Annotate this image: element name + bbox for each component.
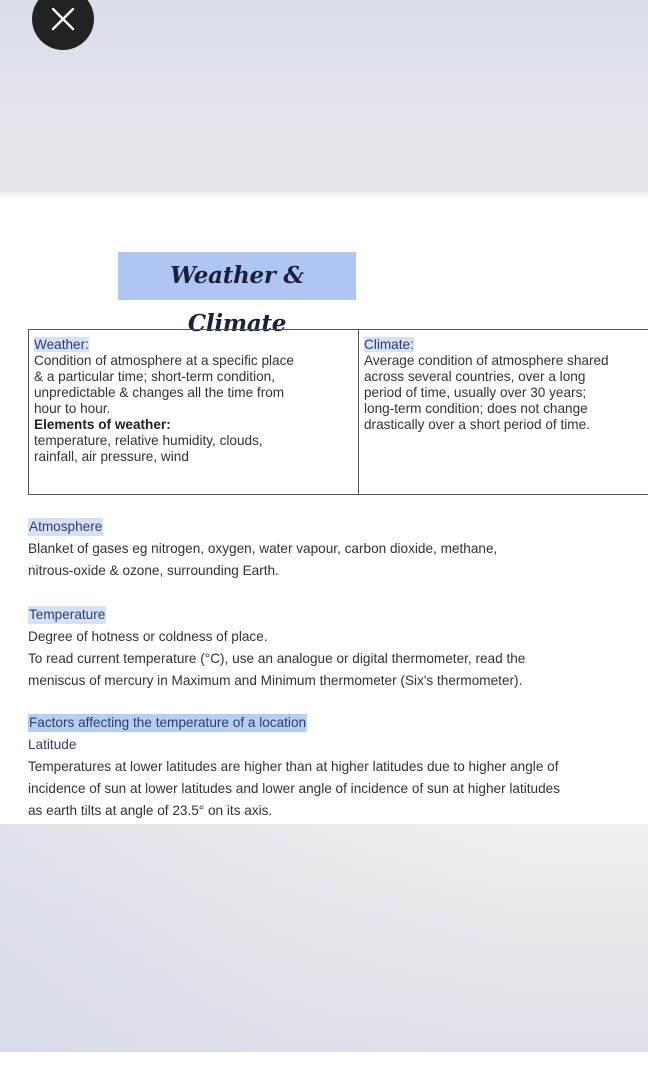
latitude-line: as earth tilts at angle of 23.5° on its axis.	[28, 803, 273, 818]
atmosphere-line: Blanket of gases eg nitrogen, oxygen, water vapour, carbon dioxide, methane,	[28, 541, 498, 556]
weather-cell	[29, 330, 359, 495]
temperature-section	[28, 604, 525, 692]
factors-heading: Factors affecting the temperature of a location	[29, 715, 307, 730]
weather-description-line: unpredictable & changes all the time from	[34, 385, 285, 400]
climate-description-line: long-term condition; does not change	[364, 401, 588, 416]
atmosphere-section	[28, 516, 497, 582]
temperature-line: meniscus of mercury in Maximum and Minimum thermometer (Six's thermometer).	[28, 673, 523, 688]
document-page	[0, 200, 648, 824]
climate-cell	[359, 330, 648, 495]
weather-description-line: & a particular time; short-term condition,	[34, 369, 276, 384]
close-icon	[50, 6, 76, 32]
title-highlight	[118, 252, 356, 337]
weather-description-line: hour to hour.	[34, 401, 111, 416]
weather-elements-line: rainfall, air pressure, wind	[34, 449, 189, 464]
photo-background-bottom	[0, 824, 648, 1052]
temperature-heading: Temperature	[29, 607, 106, 622]
viewer-bottom-margin	[0, 1052, 648, 1080]
weather-climate-table	[28, 329, 648, 495]
atmosphere-line: nitrous-oxide & ozone, surrounding Earth.	[28, 563, 279, 578]
weather-description-line: Condition of atmosphere at a specific place	[34, 353, 294, 368]
factors-section	[28, 712, 560, 822]
climate-description-line: drastically over a short period of time.	[364, 417, 590, 432]
weather-label: Weather:	[34, 337, 89, 352]
temperature-line: To read current temperature (°C), use an analogue or digital thermometer, read the	[28, 651, 526, 666]
latitude-line: Temperatures at lower latitudes are higher than at higher latitudes due to higher angle of	[28, 759, 559, 774]
climate-description-line: period of time, usually over 30 years;	[364, 385, 587, 400]
climate-description-line: across several countries, over a long	[364, 369, 586, 384]
climate-label: Climate:	[364, 337, 414, 352]
temperature-line: Degree of hotness or coldness of place.	[28, 629, 268, 644]
latitude-line: incidence of sun at lower latitudes and lower angle of incidence of sun at higher latitudes	[28, 781, 561, 796]
page-title: Weather & Climate	[170, 262, 304, 337]
climate-description-line: Average condition of atmosphere shared	[364, 353, 609, 368]
page-edge-shadow	[0, 192, 648, 200]
photo-background-top	[0, 0, 648, 193]
atmosphere-heading: Atmosphere	[29, 519, 103, 534]
latitude-subheading: Latitude	[28, 737, 77, 752]
elements-of-weather-heading: Elements of weather:	[34, 417, 171, 432]
weather-elements-line: temperature, relative humidity, clouds,	[34, 433, 263, 448]
